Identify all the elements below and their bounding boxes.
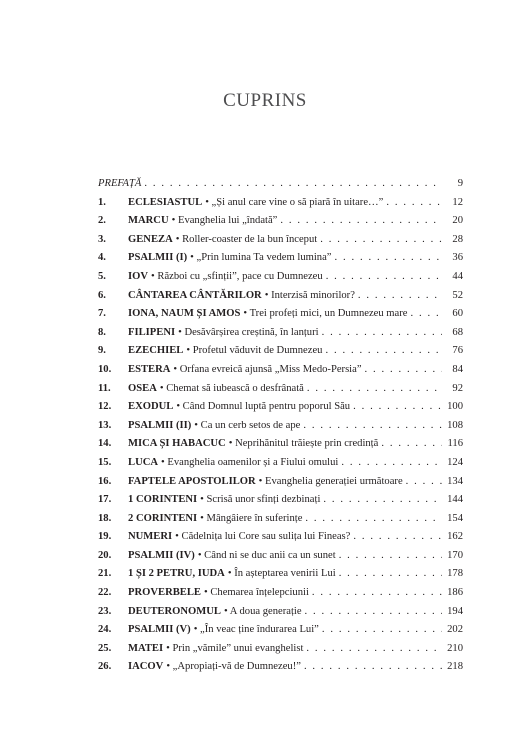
toc-entry-heading: ECLESIASTUL [128,196,203,208]
dot-leader [280,215,442,226]
toc-entry-heading: GENEZA [128,233,173,245]
toc-entry-row[interactable] [98,215,463,234]
toc-entry-heading: MARCU [128,215,169,227]
toc-entry-number: 8. [98,326,106,338]
toc-entry-row[interactable] [98,550,463,569]
toc-entry-subtitle: • Interzisă minorilor? [264,289,355,301]
toc-page-number: 162 [447,531,463,543]
toc-entry-heading: LUCA [128,456,159,468]
toc-entry-number: 5. [98,270,106,282]
toc-entry-heading: IONA, NAUM ȘI AMOS [128,308,241,320]
toc-entry-number: 22. [98,587,112,599]
toc-entry-number: 7. [98,308,106,320]
dot-leader [386,197,442,208]
dot-leader [305,606,442,617]
toc-entry-heading: IOV [128,270,149,282]
toc-entry-subtitle: • Război cu „sfinții”, pace cu Dumnezeu [151,270,323,282]
toc-entry-heading: PROVERBELE [128,587,201,599]
toc-page-number: 12 [452,196,463,208]
toc-entry-subtitle: • Evanghelia generației următoare [258,475,403,487]
toc-page-number: 108 [447,419,463,431]
toc-entry-heading: PSALMII (I) [128,252,188,264]
toc-entry-row[interactable] [98,661,463,680]
toc-entry-row[interactable] [98,327,463,346]
toc-entry-number: 6. [98,289,106,301]
toc-entry-subtitle: • În așteptarea venirii Lui [227,568,336,580]
toc-entry-subtitle: • „Și anul care vine o să piară în uitare…” [205,196,384,208]
toc-entry-row[interactable] [98,364,463,383]
toc-page-number: 124 [447,456,463,468]
toc-entry-row[interactable] [98,494,463,513]
toc-entry-number: 1. [98,196,106,208]
toc-entry-row[interactable] [98,513,463,532]
dot-leader [381,438,442,449]
toc-entry-heading: EZECHIEL [128,345,184,357]
toc-entry-heading: ESTERA [128,363,171,375]
dot-leader [144,178,442,189]
toc-entry-subtitle: • „Apropiați-vă de Dumnezeu!” [166,661,301,673]
toc-entry-subtitle: • „Prin lumina Ta vedem lumina” [190,252,332,264]
toc-entry-subtitle: • Ca un cerb setos de ape [194,419,301,431]
dot-leader [353,401,442,412]
dot-leader [341,457,442,468]
toc-entry-row[interactable] [98,345,463,364]
toc-entry-row[interactable] [98,624,463,643]
toc-preface-row[interactable] [98,178,463,197]
toc-entry-number: 12. [98,401,112,413]
dot-leader [410,308,442,319]
dot-leader [322,624,442,635]
toc-entry-number: 26. [98,661,112,673]
toc-page-number: 210 [447,642,463,654]
toc-preface-label: PREFAȚĂ [98,178,142,189]
toc-entry-row[interactable] [98,643,463,662]
toc-page-number: 36 [452,252,463,264]
toc-page-number: 28 [452,233,463,245]
toc-entry-heading: 1 CORINTENI [128,494,198,506]
toc-entry-number: 21. [98,568,112,580]
toc-entry-row[interactable] [98,420,463,439]
dot-leader [358,290,442,301]
toc-page-number: 116 [447,438,463,450]
page-title: CUPRINS [223,90,307,111]
toc-entry-number: 9. [98,345,106,357]
toc-entry-heading: OSEA [128,382,157,394]
toc-entry-subtitle: • Chemarea înțelepciunii [204,587,309,599]
toc-entry-subtitle: • Desăvârșirea creștină, în lanțuri [178,326,319,338]
dot-leader [312,587,442,598]
toc-entry-number: 23. [98,605,112,617]
toc-entry-row[interactable] [98,401,463,420]
toc-entry-heading: PSALMII (II) [128,419,192,431]
dot-leader [325,345,442,356]
toc-page-number: 20 [452,215,463,227]
toc-entry-subtitle: • Mângâiere în suferințe [200,512,303,524]
toc-entry-subtitle: • Prin „vămile” unui evanghelist [166,642,304,654]
toc-entry-heading: NUMERI [128,531,173,543]
toc-page-number: 9 [457,178,463,189]
toc-entry-heading: IACOV [128,661,164,673]
toc-entry-row[interactable] [98,606,463,625]
toc-entry-heading: FAPTELE APOSTOLILOR [128,475,256,487]
dot-leader [306,643,442,654]
dot-leader [323,494,442,505]
toc-page-number: 52 [452,289,463,301]
toc-entry-subtitle: • Scrisă unor sfinți dezbinați [200,494,321,506]
toc-entry-subtitle: • Neprihănitul trăiește prin credință [228,438,379,450]
toc-entry-subtitle: • A doua generație [224,605,302,617]
toc-page-number: 44 [452,270,463,282]
toc-entry-subtitle: • Cădelnița lui Core sau sulița lui Fineas? [175,531,351,543]
toc-entry-row[interactable] [98,476,463,495]
toc-entry-subtitle: • Profetul văduvit de Dumnezeu [186,345,323,357]
dot-leader [305,513,442,524]
toc-page-number: 60 [452,308,463,320]
toc-entry-row[interactable] [98,438,463,457]
toc-page-number: 178 [447,568,463,580]
dot-leader [406,476,442,487]
toc-entry-subtitle: • Roller-coaster de la bun început [175,233,318,245]
toc-entry-number: 10. [98,363,112,375]
toc-entry-row[interactable] [98,587,463,606]
toc-entry-heading: CÂNTAREA CÂNTĂRILOR [128,289,262,301]
toc-entry-number: 16. [98,475,112,487]
toc-entry-number: 3. [98,233,106,245]
toc-entry-heading: EXODUL [128,401,174,413]
toc-entry-row[interactable] [98,308,463,327]
dot-leader [326,271,442,282]
toc-entry-row[interactable] [98,457,463,476]
toc-entry-number: 19. [98,531,112,543]
toc-entry-subtitle: • Chemat să iubească o desfrânată [159,382,304,394]
toc-entry-heading: MATEI [128,642,164,654]
toc-page-number: 170 [447,549,463,561]
toc-page-number: 100 [447,401,463,413]
dot-leader [320,234,442,245]
dot-leader [307,383,442,394]
toc-entry-row[interactable] [98,252,463,271]
toc-entry-heading: PSALMII (IV) [128,549,195,561]
toc-page-number: 92 [452,382,463,394]
toc-entry-row[interactable] [98,290,463,309]
toc-entry-heading: 2 CORINTENI [128,512,198,524]
toc-entry-row[interactable] [98,531,463,550]
dot-leader [365,364,442,375]
toc-entry-heading: MICA ȘI HABACUC [128,438,226,450]
toc-entry-subtitle: • Trei profeți mici, un Dumnezeu mare [243,308,408,320]
dot-leader [339,568,442,579]
toc-entry-subtitle: • „În veac ține îndurarea Lui” [193,624,319,636]
toc-entry-heading: 1 ȘI 2 PETRU, IUDA [128,568,225,580]
toc-page-number: 134 [447,475,463,487]
toc-entry-number: 15. [98,456,112,468]
toc-page-number: 144 [447,494,463,506]
toc-entry-row[interactable] [98,234,463,253]
table-of-contents [98,178,463,680]
toc-entry-heading: PSALMII (V) [128,624,191,636]
dot-leader [353,531,442,542]
toc-entry-number: 20. [98,549,112,561]
dot-leader [335,252,443,263]
toc-entry-number: 4. [98,252,106,264]
toc-entry-number: 14. [98,438,112,450]
toc-entry-number: 17. [98,494,112,506]
dot-leader [322,327,442,338]
toc-entry-row[interactable] [98,568,463,587]
toc-entry-row[interactable] [98,383,463,402]
toc-entry-subtitle: • Evanghelia oamenilor și a Fiului omului [161,456,339,468]
toc-page-number: 186 [447,587,463,599]
toc-entry-heading: DEUTERONOMUL [128,605,221,617]
toc-page-number: 218 [447,661,463,673]
toc-page-number: 68 [452,326,463,338]
dot-leader [303,420,442,431]
toc-page-number: 84 [452,363,463,375]
dot-leader [304,661,442,672]
toc-page-number: 154 [447,512,463,524]
toc-entry-number: 13. [98,419,112,431]
toc-page-number: 194 [447,605,463,617]
toc-entry-number: 24. [98,624,112,636]
toc-entry-row[interactable] [98,197,463,216]
toc-entry-subtitle: • Când ni se duc anii ca un sunet [197,549,336,561]
dot-leader [339,550,442,561]
toc-entry-subtitle: • Evanghelia lui „îndată” [171,215,278,227]
toc-entry-number: 18. [98,512,112,524]
toc-page-number: 76 [452,345,463,357]
toc-entry-row[interactable] [98,271,463,290]
toc-entry-subtitle: • Orfana evreică ajunsă „Miss Medo-Persia” [173,363,362,375]
toc-entry-number: 11. [98,382,111,394]
toc-page-number: 202 [447,624,463,636]
toc-entry-subtitle: • Când Domnul luptă pentru poporul Său [176,401,351,413]
toc-entry-number: 25. [98,642,112,654]
toc-entry-heading: FILIPENI [128,326,176,338]
toc-entry-number: 2. [98,215,106,227]
